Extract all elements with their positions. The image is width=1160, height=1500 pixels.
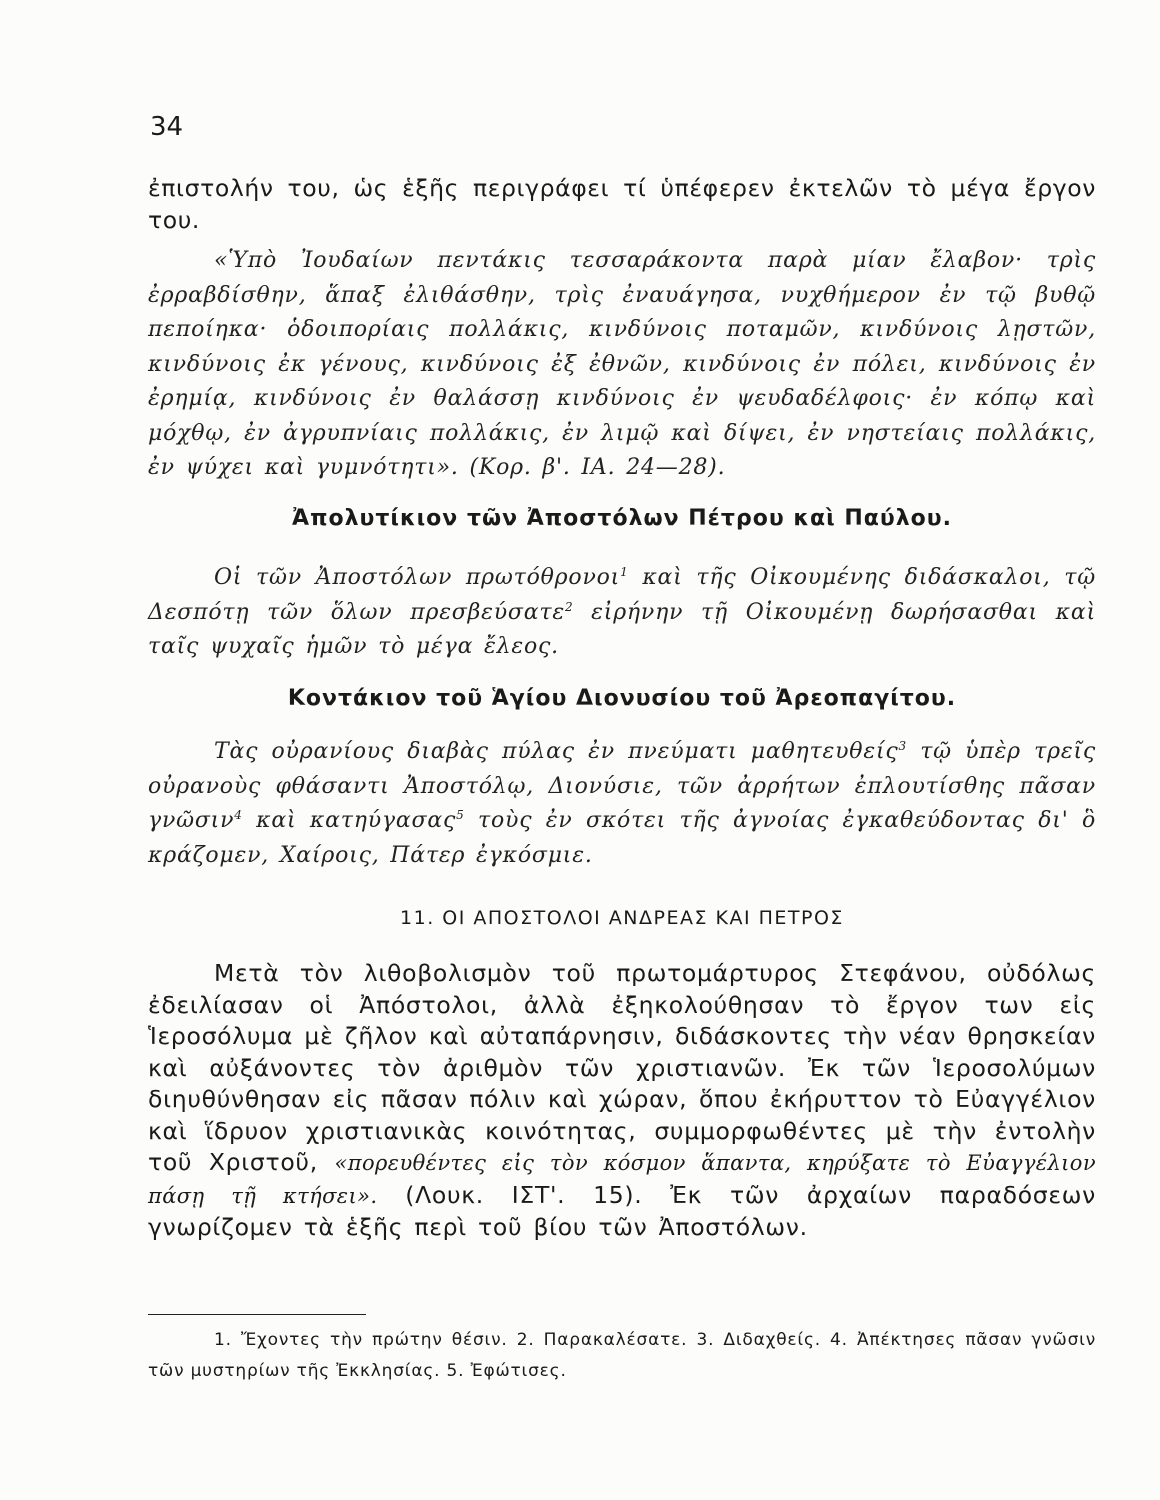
apolytikion-text-b: καὶ τῆς Οἰκουμένης διδάσκαλοι, τῷ Δεσπότῃ τῶν ὅλων πρεσβεύσατε	[148, 565, 1096, 625]
footnotes: 1. Ἔχοντες τὴν πρώτην θέσιν. 2. Παρακαλέσατε. 3. Διδαχθείς. 4. Ἀπέκτησες πᾶσαν γνῶσιν τῶν μυστηρίων τῆς Ἐκκλησίας. 5. Ἐφώτισες.	[148, 1330, 1096, 1381]
scripture-quote: «Ὑπὸ Ἰουδαίων πεντάκις τεσσαράκοντα παρὰ μίαν ἔλαβον· τρὶς ἐρραβδίσθην, ἅπαξ ἐλιθάσθην, τρὶς ἐναυάγησα, νυχθήμερον ἐν τῷ βυθῷ πεποίηκα· ὁδοιπορίαις πολλάκις, κινδύνοις ποταμῶν, κινδύνοις λῃστῶν, κινδύνοις ἐκ γένους, κινδύνοις ἐξ ἐθνῶν, κινδύνοις ἐν πόλει, κινδύνοις ἐν ἐρημίᾳ, κινδύνοις ἐν θαλάσσῃ κινδύνοις ἐν ψευδαδέλφοις· ἐν κόπῳ καὶ μόχθῳ, ἐν ἀγρυπνίαις πολλάκις, ἐν λιμῷ καὶ δίψει, ἐν νηστείαις πολλάκις, ἐν ψύχει καὶ γυμνότητι». (Κορ. β'. ΙΑ. 24—28).	[148, 248, 1096, 480]
section-title: 11. ΟΙ ΑΠΟΣΤΟΛΟΙ ΑΝΔΡΕΑΣ ΚΑΙ ΠΕΤΡΟΣ	[400, 907, 844, 929]
footnote-ref-1: 1	[620, 565, 629, 579]
kontakion-text-a: Τὰς οὐρανίους διαβὰς πύλας ἐν πνεύματι μαθητευθείς	[214, 739, 899, 764]
footnote-divider	[148, 1314, 366, 1315]
kontakion-text	[148, 735, 1096, 873]
kontakion-heading: Κοντάκιον τοῦ Ἁγίου Διονυσίου τοῦ Ἀρεοπαγίτου.	[287, 686, 957, 711]
apolytikion-text-a: Οἱ τῶν Ἀποστόλων πρωτόθρονοι	[214, 565, 621, 590]
kontakion-text-c: καὶ κατηύγασας	[256, 808, 457, 833]
footnote-ref-4: 4	[234, 808, 243, 822]
apolytikion-heading: Ἀπολυτίκιον τῶν Ἀποστόλων Πέτρου καὶ Παύλου.	[292, 506, 952, 531]
footnote-ref-2: 2	[564, 599, 574, 614]
footnote-ref-5: 5	[456, 808, 465, 822]
page-number: 34	[150, 112, 184, 142]
body-paragraph	[148, 958, 1096, 1244]
body-text-b: (Λουκ. ΙΣΤ'. 15). Ἐκ τῶν ἀρχαίων παραδόσεων γνωρίζομεν τὰ ἑξῆς περὶ τοῦ βίου τῶν Ἀποστόλων.	[148, 1180, 1096, 1241]
kontakion-text-d: τοὺς ἐν σκότει τῆς ἀγνοίας ἐγκαθεύδοντας δι' ὃ κράζομεν, Χαίροις, Πάτερ ἐγκόσμιε.	[148, 808, 1097, 868]
kontakion-text-b: τῷ ὑπὲρ τρεῖς οὐρανοὺς φθάσαντι Ἀποστόλῳ, Διονύσιε, τῶν ἀρρήτων ἐπλουτίσθης πᾶσαν γνῶσιν	[148, 739, 1097, 833]
footnote-ref-3: 3	[898, 739, 907, 753]
intro-paragraph: ἐπιστολήν του, ὡς ἑξῆς περιγράφει τί ὑπέφερεν ἐκτελῶν τὸ μέγα ἔργον του.	[148, 174, 1096, 234]
apolytikion-text-c: εἰρήνην τῇ Οἰκουμένῃ δωρήσασθαι καὶ ταῖς ψυχαῖς ἡμῶν τὸ μέγα ἔλεος.	[148, 599, 1096, 659]
apolytikion-text	[148, 561, 1096, 665]
body-inline-quote: «πορευθέντες εἰς τὸν κόσμον ἅπαντα, κηρύξατε τὸ Εὐαγγέλιον πάσῃ τῇ κτήσει».	[148, 1151, 1097, 1208]
body-text-a: Μετὰ τὸν λιθοβολισμὸν τοῦ πρωτομάρτυρος Στεφάνου, οὐδόλως ἐδειλίασαν οἱ Ἀπόστολοι, ἀλλὰ ἐξηκολούθησαν τὸ ἔργον των εἰς Ἱεροσόλυμα μὲ ζῆλον καὶ αὐταπάρνησιν, διδάσκοντες τὴν νέαν θρησκείαν καὶ αὐξάνοντες τὸν ἀριθμὸν τῶν χριστιανῶν. Ἐκ τῶν Ἱεροσολύμων διηυθύνθησαν εἰς πᾶσαν πόλιν καὶ χώραν, ὅπου ἐκήρυττον τὸ Εὐαγγέλιον καὶ ἵδρυον χριστιανικὰς κοινότητας, συμμορφωθέντες μὲ τὴν ἐντολὴν τοῦ Χριστοῦ,	[148, 959, 1096, 1176]
